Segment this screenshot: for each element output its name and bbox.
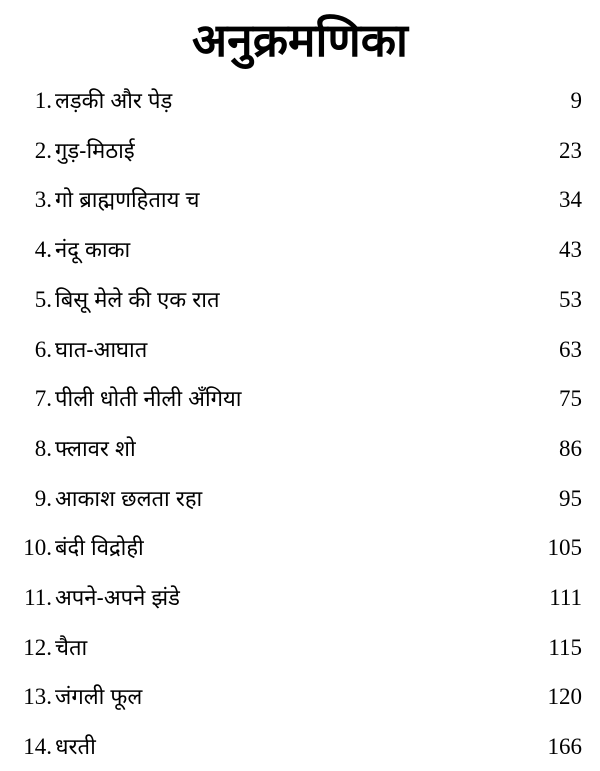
- toc-entry: [0, 528, 600, 568]
- entry-title: बंदी विद्रोही: [55, 535, 144, 561]
- entry-title: जंगली फूल: [55, 684, 143, 710]
- toc-entry: [0, 280, 600, 320]
- entry-number: 11.: [24, 585, 52, 610]
- entry-title: चैता: [55, 634, 88, 660]
- entry-title: गुड़-मिठाई: [55, 137, 135, 163]
- entry-title: पीली धोती नीली अँगिया: [55, 386, 242, 412]
- toc-entry: [0, 578, 600, 618]
- entry-page-number: 75: [559, 386, 582, 412]
- toc-entry: [0, 230, 600, 270]
- toc-entry: [0, 330, 600, 370]
- entry-number: 4.: [34, 237, 52, 263]
- page-title: अनुक्रमणिका: [192, 14, 408, 66]
- entry-number: 2.: [34, 137, 52, 163]
- toc-entry: [0, 727, 600, 767]
- entry-title: बिसू मेले की एक रात: [55, 286, 220, 312]
- entry-title: लड़की और पेड़: [55, 88, 173, 113]
- entry-title: नंदू काका: [55, 237, 131, 263]
- entry-page-number: 95: [559, 485, 582, 511]
- entry-number: 14.: [23, 734, 52, 760]
- entry-number: 1.: [34, 88, 52, 113]
- entry-title: घात-आघात: [55, 336, 148, 362]
- entry-number: 3.: [34, 187, 52, 213]
- toc-entry: [0, 379, 600, 419]
- entry-number: 7.: [34, 386, 52, 412]
- entry-page-number: 34: [559, 187, 582, 213]
- toc-entry: [0, 479, 600, 519]
- entry-number: 8.: [34, 435, 52, 461]
- toc-entry: [0, 429, 600, 469]
- entry-page-number: 166: [547, 734, 582, 760]
- entry-title: धरती: [55, 734, 96, 760]
- entry-page-number: 63: [559, 336, 582, 362]
- entry-page-number: 86: [559, 435, 582, 461]
- entry-number: 10.: [23, 535, 52, 561]
- toc-entry: [0, 677, 600, 717]
- entry-title: अपने-अपने झंडे: [55, 585, 180, 610]
- toc-entry: [0, 180, 600, 220]
- entry-page-number: 105: [547, 535, 582, 561]
- entry-page-number: 120: [547, 684, 582, 710]
- toc-entry: [0, 131, 600, 171]
- toc-entry: [0, 628, 600, 668]
- entry-title: गो ब्राह्मणहिताय च: [55, 187, 200, 213]
- entry-page-number: 43: [559, 237, 582, 263]
- entry-title: फ्लावर शो: [55, 435, 136, 461]
- toc-entry: [0, 81, 600, 121]
- entry-page-number: 9: [570, 88, 582, 113]
- entry-page-number: 23: [559, 137, 582, 163]
- entry-number: 12.: [23, 634, 52, 660]
- entry-page-number: 115: [548, 634, 582, 660]
- entry-title: आकाश छलता रहा: [55, 485, 203, 511]
- entry-number: 13.: [23, 684, 52, 710]
- entry-page-number: 111: [549, 585, 582, 610]
- entry-number: 6.: [34, 336, 52, 362]
- entry-page-number: 53: [559, 286, 582, 312]
- entry-number: 5.: [34, 286, 52, 312]
- entry-number: 9.: [34, 485, 52, 511]
